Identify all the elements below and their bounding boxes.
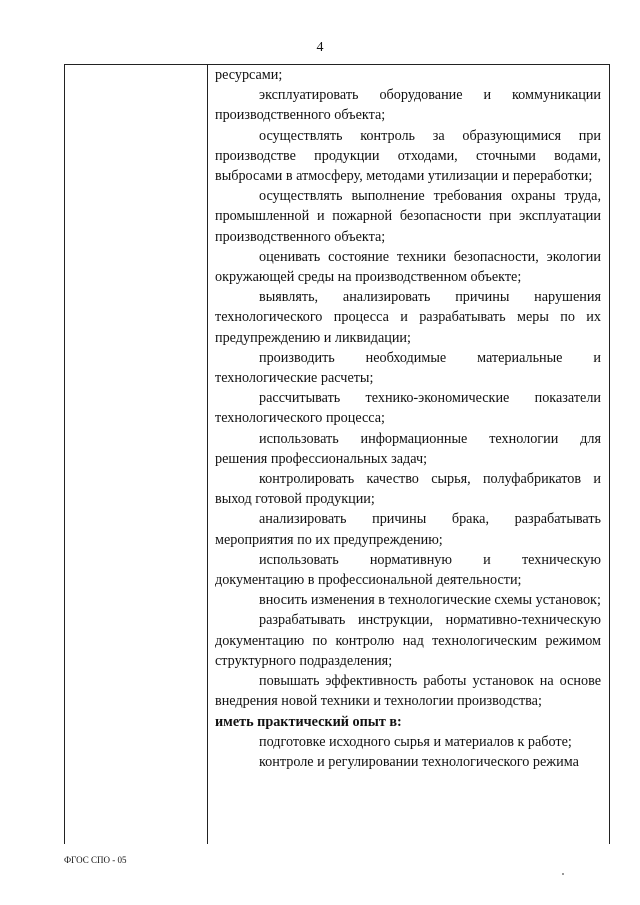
requirement-item: контролировать качество сырья, полуфабрикатов и выход готовой продукции;: [215, 471, 601, 508]
requirement-item: осуществлять контроль за образующимися при производстве продукции отходами, сточными водами, выбросами в атмосферу, методами утилизации и переработки;: [215, 127, 601, 185]
requirement-item: рассчитывать технико-экономические показатели технологического процесса;: [215, 390, 601, 427]
requirement-item: производить необходимые материальные и технологические расчеты;: [215, 349, 601, 387]
column-divider: [207, 65, 208, 844]
requirement-item: эксплуатировать оборудование и коммуникации производственного объекта;: [215, 87, 601, 124]
requirement-item: осуществлять выполнение требования охраны труда, промышленной и пожарной безопасности при эксплуатации производственного объекта;: [215, 188, 601, 245]
requirement-item: ресурсами;: [215, 67, 283, 83]
requirement-item: использовать информационные технологии для решения профессиональных задач;: [215, 430, 601, 467]
requirement-item: вносить изменения в технологические схемы установок;: [259, 592, 601, 609]
section-heading: иметь практический опыт в:: [215, 713, 402, 730]
requirement-item: оценивать состояние техники безопасности, экологии окружающей среды на производственном объекте;: [215, 248, 601, 286]
requirement-item: разрабатывать инструкции, нормативно-техническую документацию по контролю над технологическим режимом структурного подразделения;: [215, 612, 601, 669]
requirement-item: использовать нормативную и техническую документацию в профессиональной деятельности;: [215, 551, 601, 589]
requirement-item: выявлять, анализировать причины нарушения технологического процесса и разрабатывать меры по их предупреждению и ликвидации;: [215, 289, 601, 346]
scan-artifact: [562, 873, 564, 875]
page-number: 4: [316, 40, 324, 55]
requirement-item: повышать эффективность работы установок на основе внедрения новой техники и технологии производства;: [215, 673, 601, 710]
requirement-item: анализировать причины брака, разрабатывать мероприятия по их предупреждению;: [215, 511, 601, 548]
requirements-table: [64, 64, 610, 844]
requirement-item: контроле и регулировании технологического режима: [259, 753, 579, 770]
footer-label: ФГОС СПО - 05: [64, 855, 127, 865]
requirements-cell: [215, 65, 601, 772]
requirement-item: подготовке исходного сырья и материалов к работе;: [259, 733, 572, 750]
